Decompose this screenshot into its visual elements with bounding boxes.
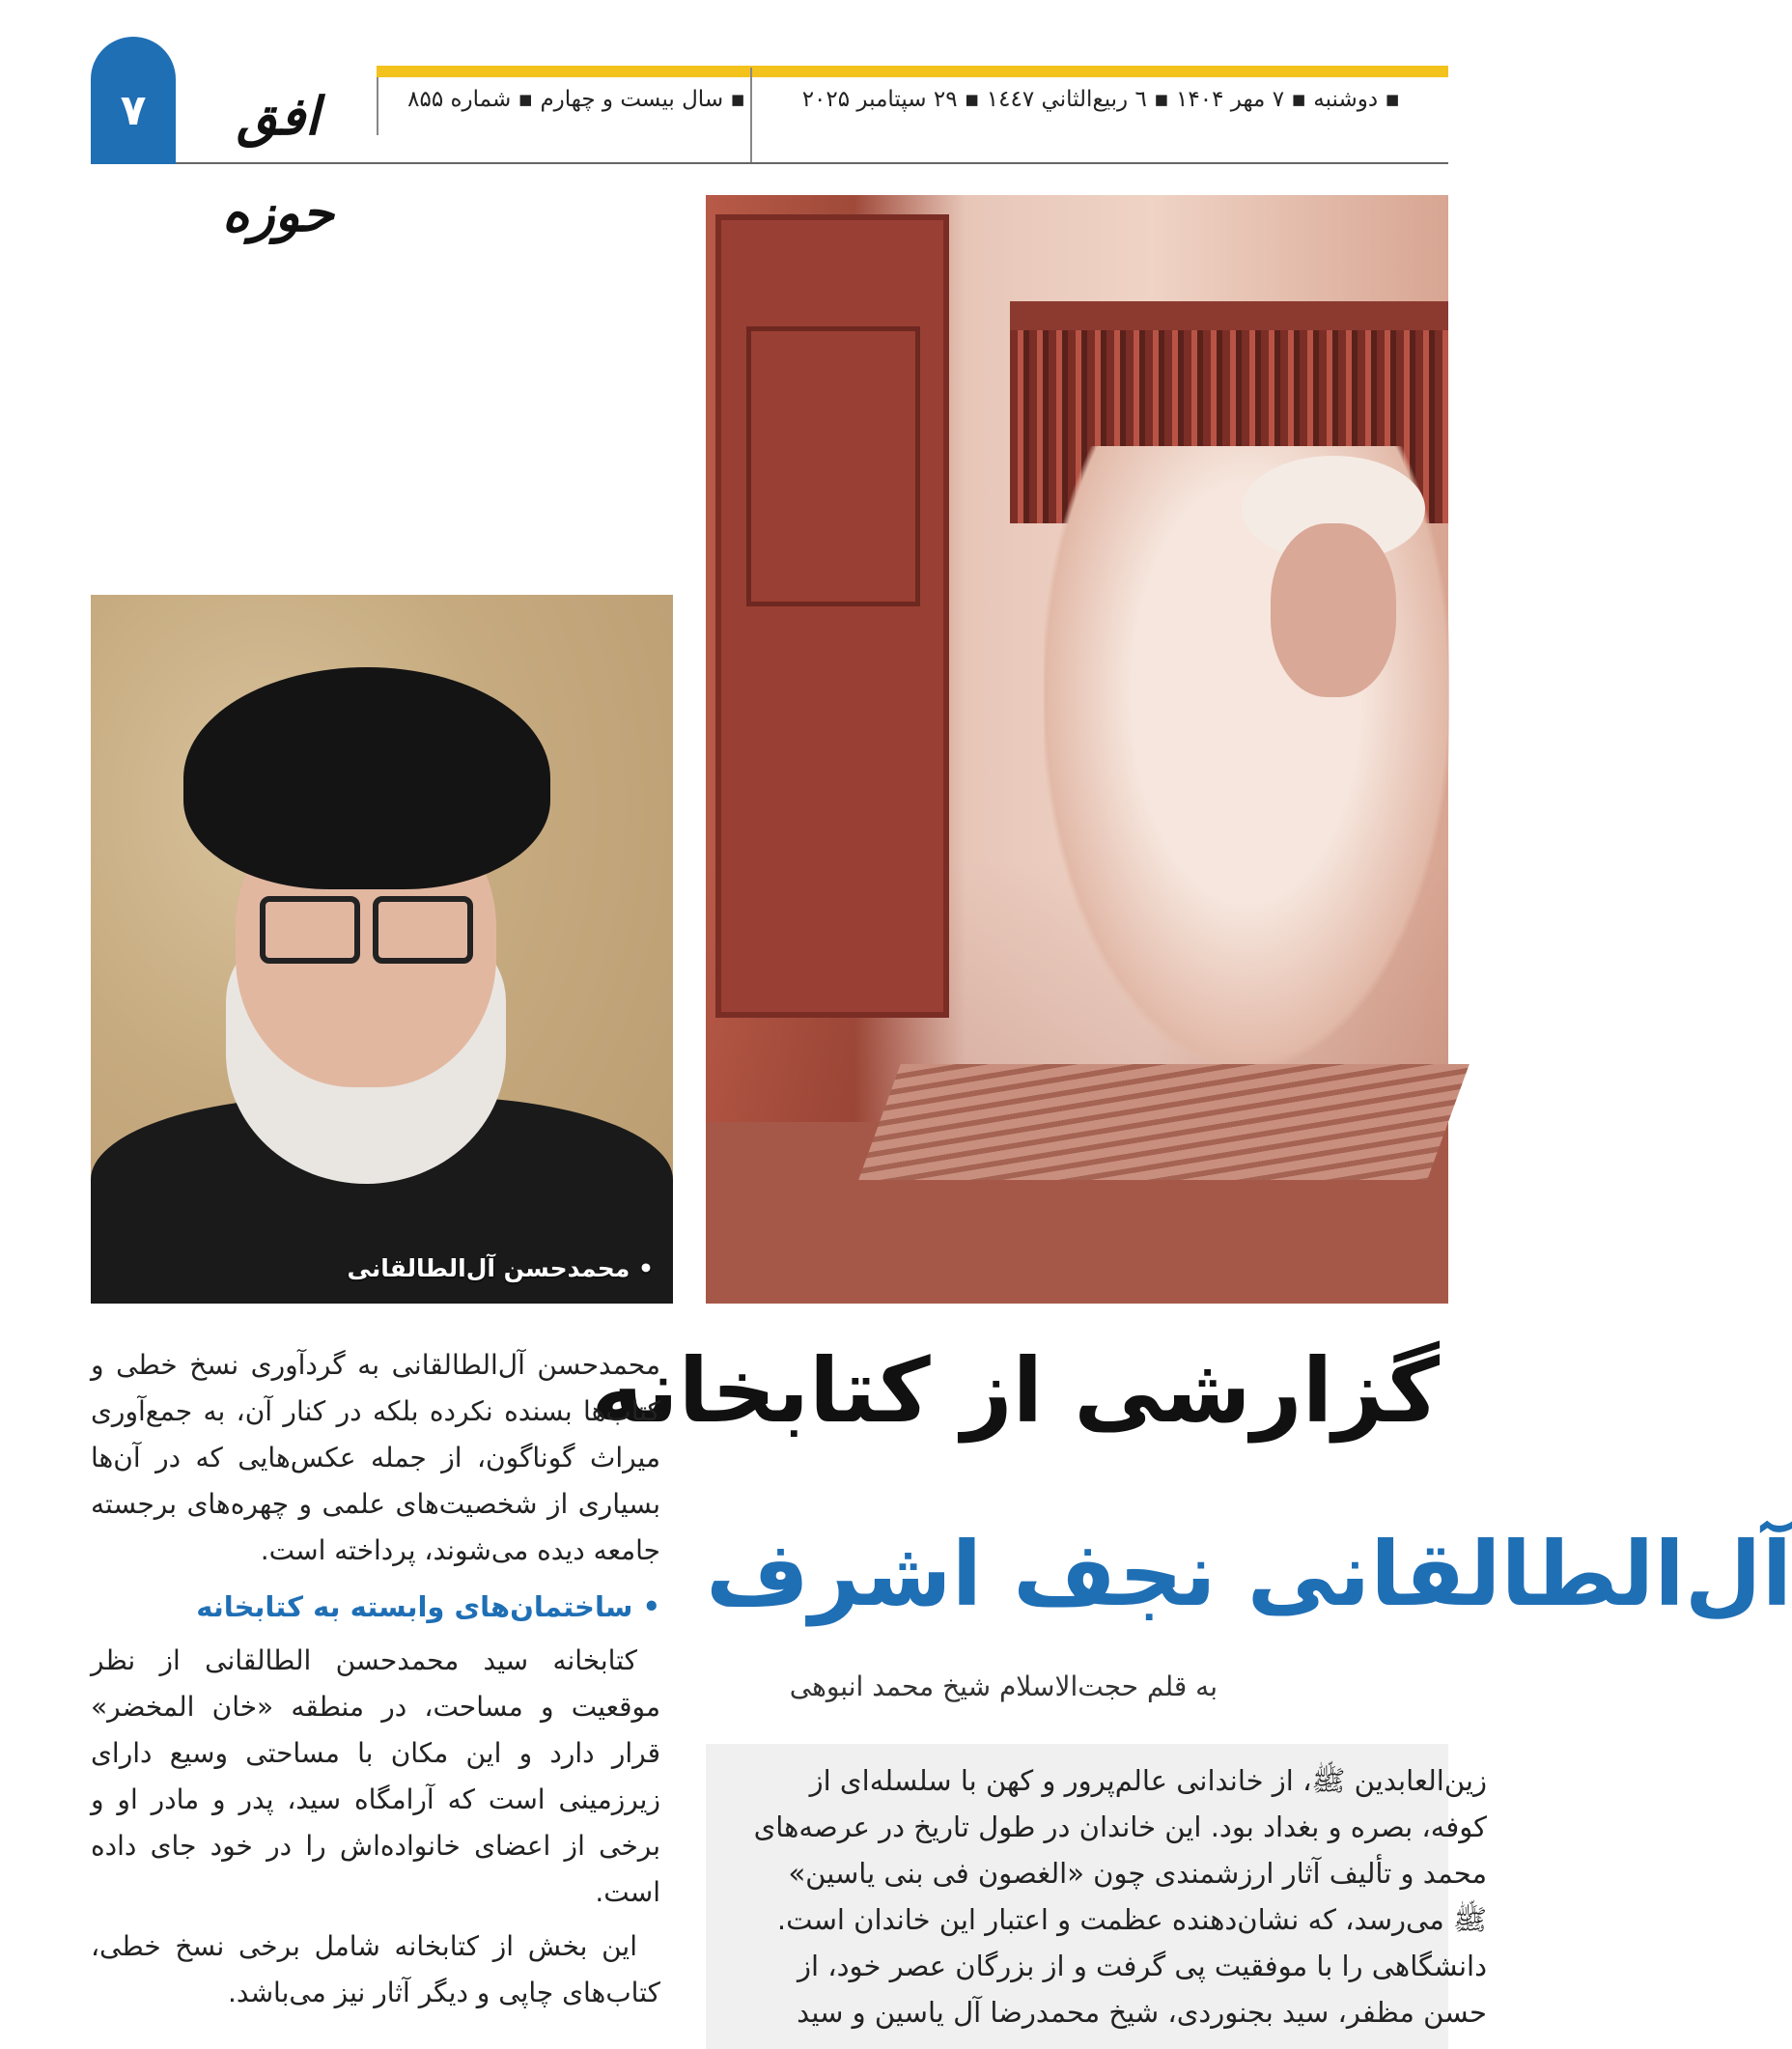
intro-line: ﷺ می‌رسد، که نشان‌دهنده عظمت و اعتبار این خاندان است. [776,1903,1487,1936]
library-historic-photo [706,195,1448,1304]
body-paragraph: این بخش از کتابخانه شامل برخی نسخ خطی، کتاب‌های چاپی و دیگر آثار نیز می‌باشد. [91,1930,660,2008]
portrait-glasses-right [373,896,473,964]
intro-box [706,1744,1487,2049]
photo-mat [858,1064,1470,1180]
headline-line-2: آل‌الطالقانی نجف اشرف [706,1523,1792,1626]
body-paragraph: محمدحسن آل‌الطالقانی به گردآوری نسخ خطی و کتاب‌ها بسنده نکرده بلکه در کنار آن، به جمع‌آوری میراث گوناگون، از جمله عکس‌هایی که در آن‌ها بسیاری از شخصیت‌های علمی و چهره‌های برجسته جامعه دیده می‌شوند، پرداخته است. [91,1349,660,1566]
photo-face [1271,523,1396,697]
intro-line: دانشگاهی را با موفقیت پی گرفت و از بزرگان عصر خود، از [797,1950,1487,1982]
intro-text [714,1757,1487,2035]
header-divider-left [377,77,378,135]
header-divider [750,68,752,162]
portrait-caption: • محمدحسن آل‌الطالقانی [347,1254,654,1282]
headline-line-2-clip [706,1523,1792,1632]
intro-line: حسن مظفر، سید بجنوردی، شیخ محمدرضا آل یاسین و سید [797,1996,1487,2029]
section-subheading: • ساختمان‌های وابسته به کتابخانه [196,1590,660,1623]
portrait-turban [183,667,550,889]
publication-logo: افق حوزه [222,85,334,243]
issue-info: ▪ سال بیست و چهارم ▪ شماره ۸۵۵ [407,87,745,112]
photo-door [715,214,949,1018]
portrait-photo [91,595,673,1304]
page-number-badge [91,37,176,164]
header-accent-bar [377,66,1448,77]
photo-shelf-top [1010,301,1448,330]
left-column-body [91,1342,660,2016]
intro-line: زین‌العابدین ﷺ، از خاندانی عالم‌پرور و کهن با سلسله‌ای از [809,1764,1487,1797]
body-paragraph: کتابخانه سید محمدحسن الطالقانی از نظر موقعیت و مساحت، در منطقه «خان المخضر» قرار دارد و این مکان با مساحتی وسیع دارای زیرزمینی است که آرامگاه سید، پدر و مادر او و برخی از اعضای خانواده‌اش را در خود جای داده است. [91,1644,660,1908]
intro-line: کوفه، بصره و بغداد بود. این خاندان در طول تاریخ در عرصه‌های [753,1810,1487,1843]
headline-line-1: گزارشی از کتابخانه [591,1339,1440,1443]
date-info: ▪ دوشنبه ▪ ۷ مهر ۱۴۰۴ ▪ ٦ ربيع‌الثاني ١٤٤٧ ▪ ۲۹ سپتامبر ۲۰۲۵ [801,87,1400,112]
intro-line: محمد و تألیف آثار ارزشمندی چون «الغصون فی بنی یاسین» [788,1857,1487,1890]
byline: به قلم حجت‌الاسلام شیخ محمد انبوهی [789,1670,1218,1702]
page-number: ۷ [120,85,147,135]
portrait-glasses-left [260,896,360,964]
